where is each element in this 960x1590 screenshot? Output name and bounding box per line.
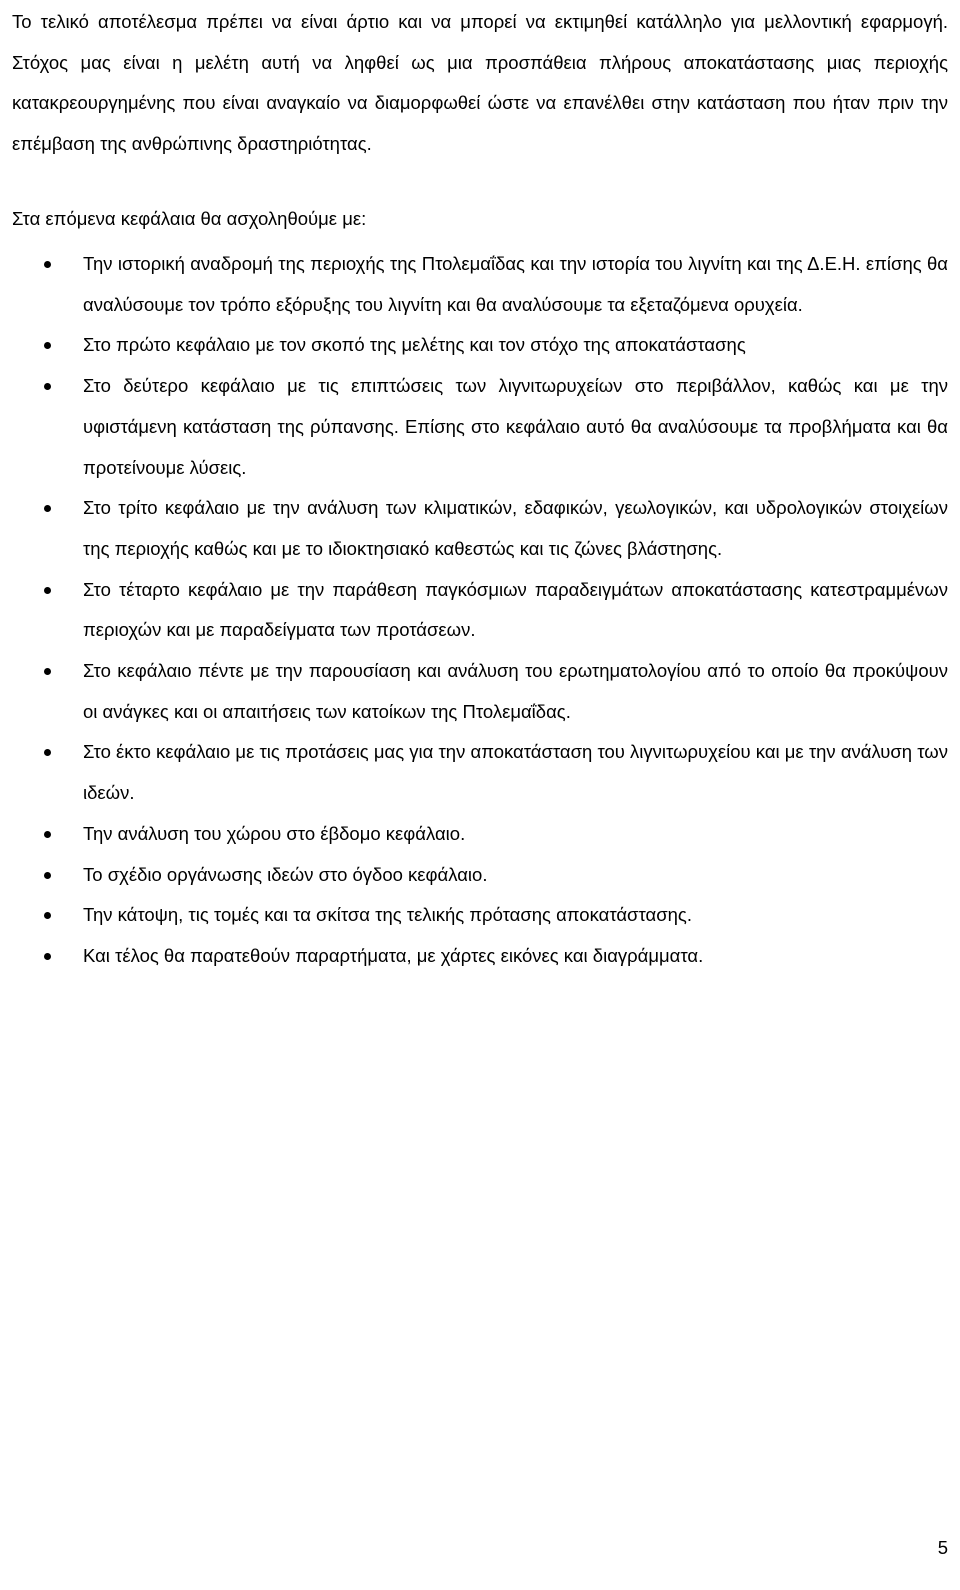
- list-item: [0, 895, 948, 936]
- list-item: [0, 488, 948, 569]
- list-item: [0, 366, 948, 488]
- list-item: [0, 855, 948, 896]
- chapters-bullet-list: [0, 244, 948, 977]
- chapters-lead-in: Στα επόμενα κεφάλαια θα ασχοληθούμε με:: [12, 208, 367, 229]
- list-item-text: Την κάτοψη, τις τομές και τα σκίτσα της τελικής πρότασης αποκατάστασης.: [83, 904, 692, 926]
- bullet-icon: [44, 953, 51, 960]
- list-item-text: Και τέλος θα παρατεθούν παραρτήματα, με χάρτες εικόνες και διαγράμματα.: [83, 944, 704, 966]
- bullet-icon: [44, 342, 51, 349]
- intro-paragraph: Το τελικό αποτέλεσμα πρέπει να είναι άρτιο και να μπορεί να εκτιμηθεί κατάλληλο για μελλοντική εφαρμογή. Στόχος μας είναι η μελέτη αυτή να ληφθεί ως μια προσπάθεια πλήρους αποκατάστασης μιας περιοχής κατακρεουργημένης που είναι αναγκαίο να διαμορφωθεί ώστε να επανέλθει στην κατάσταση που ήταν πριν την επέμβαση της ανθρώπινης δραστηριότητας.: [12, 11, 948, 155]
- bullet-icon: [44, 261, 51, 268]
- list-item: [0, 651, 948, 732]
- list-item: [0, 814, 948, 855]
- bullet-icon: [44, 668, 51, 675]
- list-item-text: Το σχέδιο οργάνωσης ιδεών στο όγδοο κεφάλαιο.: [83, 863, 488, 885]
- list-item-text: Στο έκτο κεφάλαιο με τις προτάσεις μας για την αποκατάσταση του λιγνιτωρυχείου και με την ανάλυση των ιδεών.: [83, 741, 948, 804]
- list-item: [0, 732, 948, 813]
- bullet-icon: [44, 383, 51, 390]
- list-item-text: Την ανάλυση του χώρου στο έβδομο κεφάλαιο.: [83, 822, 466, 844]
- bullet-icon: [44, 587, 51, 594]
- list-item: [0, 936, 948, 977]
- list-item: [0, 244, 948, 325]
- bullet-icon: [44, 749, 51, 756]
- list-item: [0, 325, 948, 366]
- list-item-text: Στο δεύτερο κεφάλαιο με τις επιπτώσεις των λιγνιτωρυχείων στο περιβάλλον, καθώς και με την υφιστάμενη κατάσταση της ρύπανσης. Επίσης στο κεφάλαιο αυτό θα αναλύσουμε τα προβλήματα και θα προτείνουμε λύσεις.: [83, 375, 948, 478]
- page-number: 5: [937, 1537, 948, 1558]
- bullet-icon: [44, 912, 51, 919]
- bullet-icon: [44, 872, 51, 879]
- list-item: [0, 570, 948, 651]
- list-item-text: Στο κεφάλαιο πέντε με την παρουσίαση και ανάλυση του ερωτηματολογίου από το οποίο θα προκύψουν οι ανάγκες και οι απαιτήσεις των κατοίκων της Πτολεμαΐδας.: [83, 660, 948, 722]
- bullet-icon: [44, 505, 51, 512]
- list-item-text: Την ιστορική αναδρομή της περιοχής της Πτολεμαΐδας και την ιστορία του λιγνίτη και της Δ.Ε.Η. επίσης θα αναλύσουμε τον τρόπο εξόρυξης του λιγνίτη και θα αναλύσουμε τα εξεταζόμενα ορυχεία.: [83, 253, 948, 315]
- list-item-text: Στο πρώτο κεφάλαιο με τον σκοπό της μελέτης και τον στόχο της αποκατάστασης: [83, 334, 746, 356]
- list-item-text: Στο τρίτο κεφάλαιο με την ανάλυση των κλιματικών, εδαφικών, γεωλογικών, και υδρολογικών στοιχείων της περιοχής καθώς και με το ιδιοκτησιακό καθεστώς και τις ζώνες βλάστησης.: [83, 497, 948, 559]
- bullet-icon: [44, 831, 51, 838]
- list-item-text: Στο τέταρτο κεφάλαιο με την παράθεση παγκόσμιων παραδειγμάτων αποκατάστασης κατεστραμμένων περιοχών και με παραδείγματα των προτάσεων.: [83, 578, 948, 641]
